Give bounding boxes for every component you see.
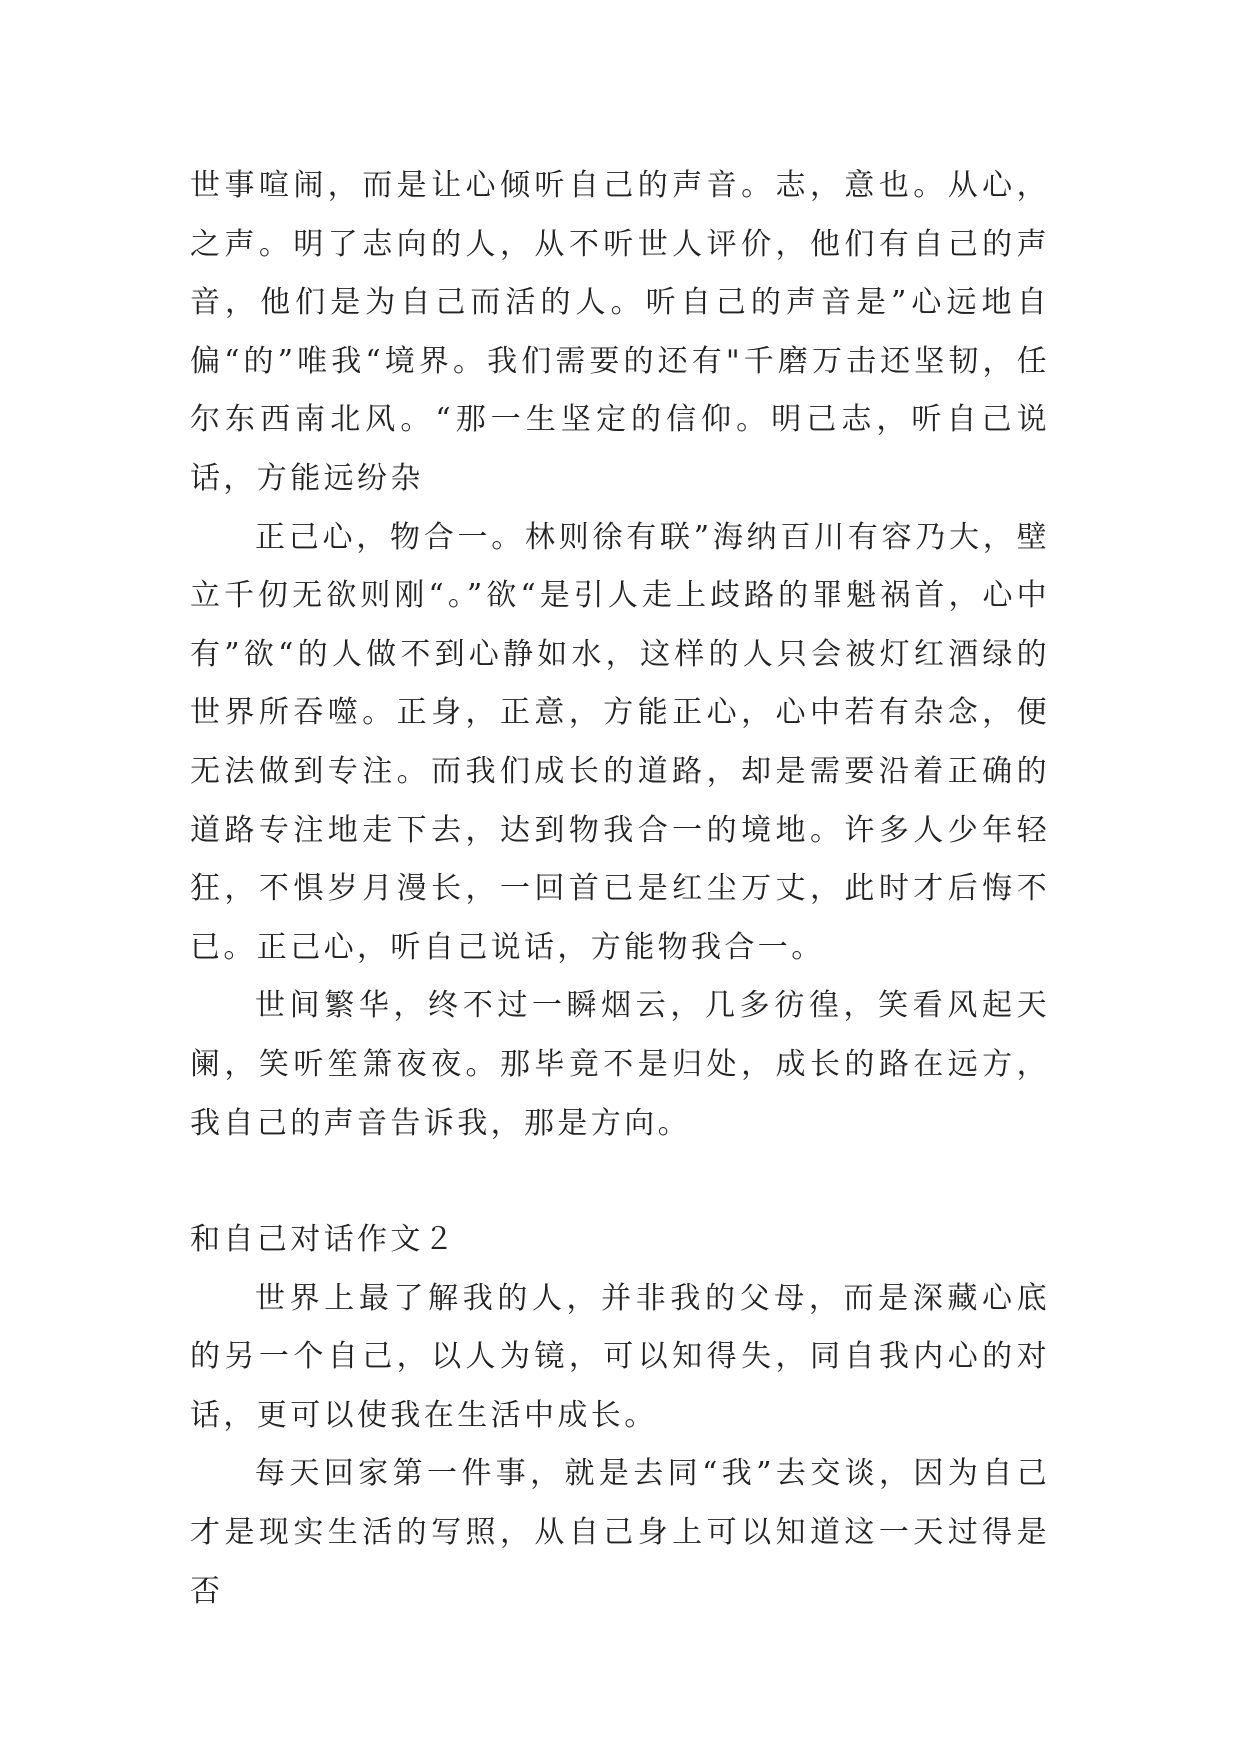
paragraph-mei-tian-hui-jia: 每天回家第一件事，就是去同“我”去交谈，因为自己才是现实生活的写照，从自己身上可以知道这一天过得是否 <box>190 1456 1050 1609</box>
section-title: 和自己对话作文２ <box>190 1222 458 1258</box>
paragraph-shi-jian-fan-hua: 世间繁华，终不过一瞬烟云，几多彷徨，笑看风起天阑，笑听笙箫夜夜。那毕竟不是归处，成长的路在远方，我自己的声音告诉我，那是方向。 <box>190 988 1050 1141</box>
paragraph-shi-jie-shang: 世界上最了解我的人，并非我的父母，而是深藏心底的另一个自己，以人为镜，可以知得失，同自我内心的对话，更可以使我在生活中成长。 <box>190 1280 1050 1433</box>
paragraph-zheng-ji-xin: 正己心，物合一。林则徐有联”海纳百川有容乃大，壁立千仞无欲则刚“。”欲“是引人走上歧路的罪魁祸首，心中有”欲“的人做不到心静如水，这样的人只会被灯红酒绿的世界所吞噬。正身，正意，方能正心，心中若有杂念，便无法做到专注。而我们成长的道路，却是需要沿着正确的道路专注地走下去，达到物我合一的境地。许多人少年轻狂，不惧岁月漫长，一回首已是红尘万丈，此时才后悔不已。正己心，听自己说话，方能物我合一。 <box>190 519 1050 965</box>
paragraph-continued: 世事喧闹，而是让心倾听自己的声音。志，意也。从心，之声。明了志向的人，从不听世人评价，他们有自己的声音，他们是为自己而活的人。听自己的声音是”心远地自偏“的”唯我“境界。我们需要的还有"千磨万击还坚韧，任尔东西南北风。“那一生坚定的信仰。明己志，听自己说话，方能远纷杂 <box>190 168 1050 496</box>
document-body <box>190 157 1050 1621</box>
